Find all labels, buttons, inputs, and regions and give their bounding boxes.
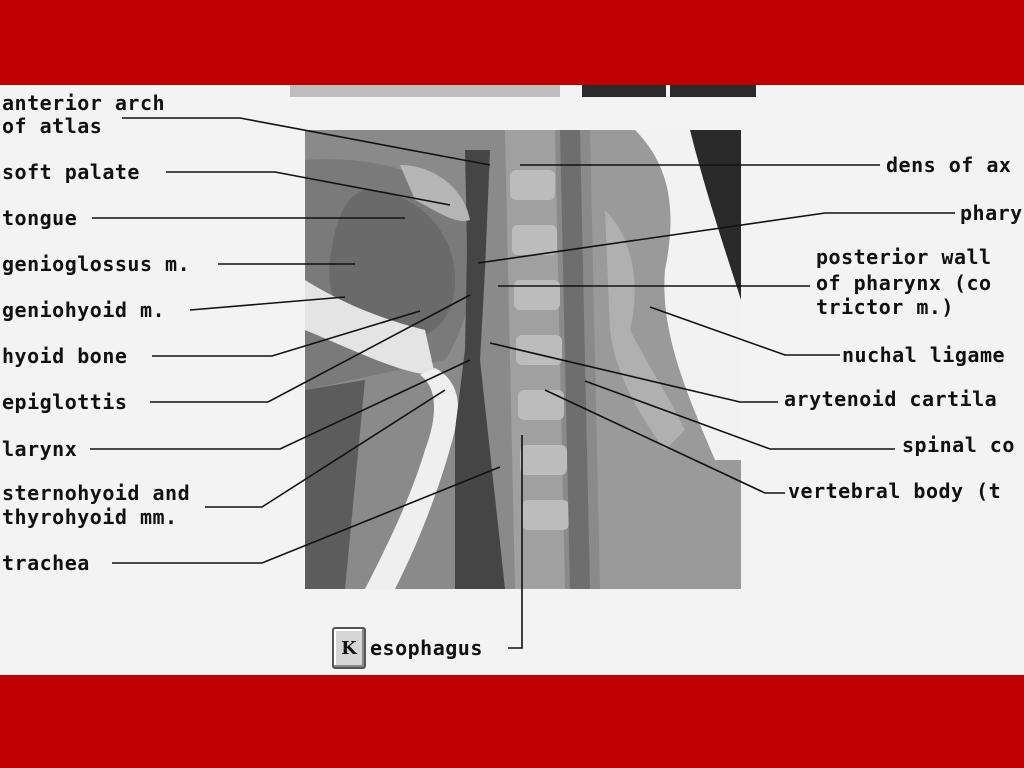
label-vertebral-body: vertebral body (t	[788, 479, 1002, 503]
label-tongue: tongue	[2, 206, 78, 230]
label-spinal-cord: spinal co	[902, 433, 1015, 457]
label-posterior-wall-line1: posterior wall	[816, 245, 992, 269]
label-larynx: larynx	[2, 437, 78, 461]
label-trachea: trachea	[2, 551, 90, 575]
mri-sagittal-neck-image	[305, 130, 741, 589]
label-sternohyoid-line2: thyrohyoid mm.	[2, 505, 178, 529]
label-sternohyoid-line1: sternohyoid and	[2, 481, 191, 505]
toolbar-segment-dark-left[interactable]	[582, 85, 666, 97]
toolbar-segment-dark-right[interactable]	[670, 85, 756, 97]
label-esophagus: esophagus	[370, 636, 483, 660]
label-pharynx: phary	[960, 201, 1023, 225]
label-posterior-wall-line3: trictor m.)	[816, 295, 954, 319]
label-dens-of-axis: dens of ax	[886, 153, 1012, 177]
figure-panel	[0, 85, 1024, 675]
label-anterior-arch-line1: anterior arch	[2, 91, 166, 115]
label-nuchal-ligament: nuchal ligame	[842, 343, 1006, 367]
label-posterior-wall-line2: of pharynx (co	[816, 271, 992, 295]
k-key-button[interactable]: K	[332, 627, 366, 669]
label-epiglottis: epiglottis	[2, 390, 128, 414]
mri-image-drawing	[305, 130, 741, 589]
label-anterior-arch-line2: of atlas	[2, 114, 103, 138]
label-hyoid-bone: hyoid bone	[2, 344, 128, 368]
toolbar-segment-gray[interactable]	[290, 85, 560, 97]
label-genioglossus: genioglossus m.	[2, 252, 191, 276]
label-soft-palate: soft palate	[2, 160, 140, 184]
label-geniohyoid: geniohyoid m.	[2, 298, 166, 322]
label-arytenoid: arytenoid cartila	[784, 387, 998, 411]
